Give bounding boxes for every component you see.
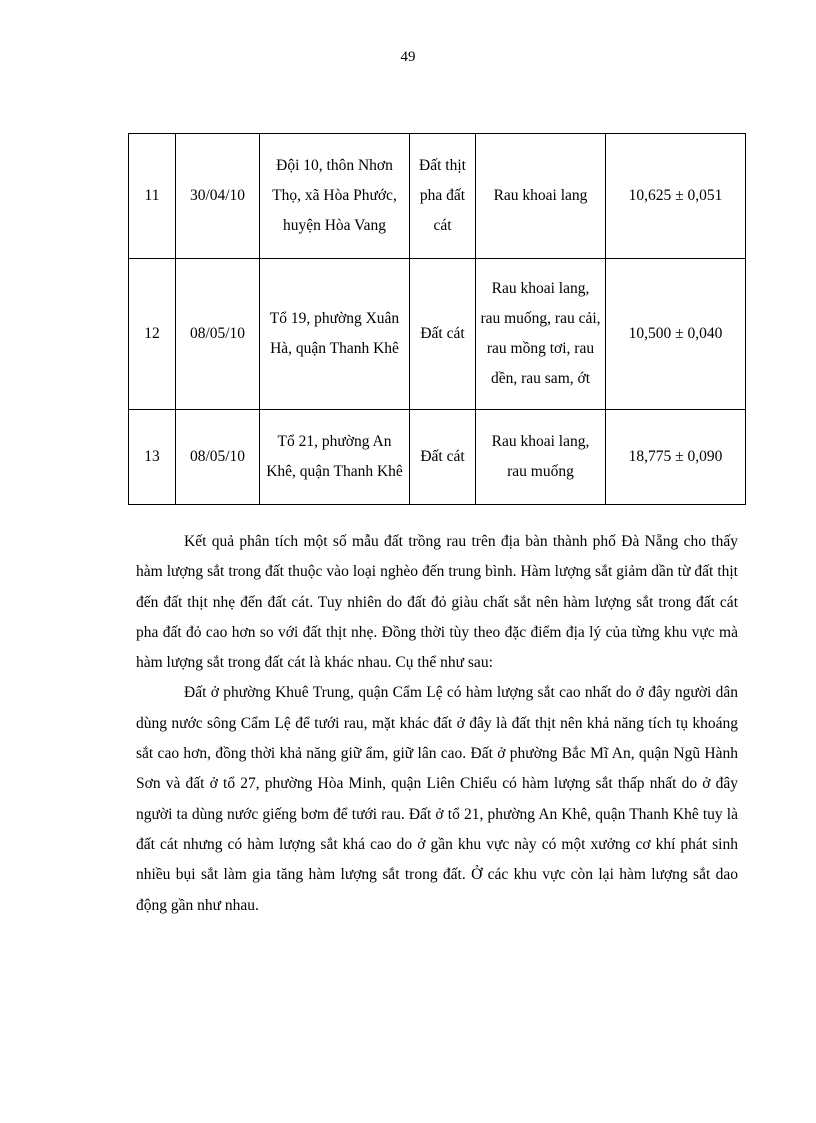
sample-number: 11 <box>129 134 176 259</box>
table-row <box>129 410 746 505</box>
soil-type: Đất cát <box>410 410 476 505</box>
vegetable-types: Rau khoai lang, rau muống <box>476 410 606 505</box>
soil-type: Đất cát <box>410 259 476 410</box>
sample-number: 12 <box>129 259 176 410</box>
sample-date: 08/05/10 <box>176 410 260 505</box>
soil-type: Đất thịt pha đất cát <box>410 134 476 259</box>
iron-content: 10,500 ± 0,040 <box>606 259 746 410</box>
vegetable-types: Rau khoai lang, rau muống, rau cải, rau mồng tơi, rau dền, rau sam, ớt <box>476 259 606 410</box>
sample-number: 13 <box>129 410 176 505</box>
body-text <box>136 527 738 921</box>
vegetable-types: Rau khoai lang <box>476 134 606 259</box>
paragraph: Đất ở phường Khuê Trung, quận Cẩm Lệ có hàm lượng sắt cao nhất do ở đây người dân dùng nước sông Cẩm Lệ để tưới rau, mặt khác đất ở đây là đất thịt nên khả năng tích tụ khoáng sắt cao hơn, đồng thời khả năng giữ ẩm, giữ lân cao. Đất ở phường Bắc Mĩ An, quận Ngũ Hành Sơn và đất ở tổ 27, phường Hòa Minh, quận Liên Chiểu có hàm lượng sắt thấp nhất do ở đây người ta dùng nước giếng bơm để tưới rau. Đất ở tổ 21, phường An Khê, quận Thanh Khê tuy là đất cát nhưng có hàm lượng sắt khá cao do ở gần khu vực này có một xưởng cơ khí phát sinh nhiều bụi sắt làm gia tăng hàm lượng sắt trong đất. Ở các khu vực còn lại hàm lượng sắt dao động gần như nhau. <box>136 684 738 914</box>
table-row <box>129 134 746 259</box>
sample-date: 08/05/10 <box>176 259 260 410</box>
sample-location: Tổ 21, phường An Khê, quận Thanh Khê <box>260 410 410 505</box>
sample-location: Tổ 19, phường Xuân Hà, quận Thanh Khê <box>260 259 410 410</box>
sample-date: 30/04/10 <box>176 134 260 259</box>
page-number: 49 <box>400 49 416 65</box>
sample-location: Đội 10, thôn Nhơn Thọ, xã Hòa Phước, huyện Hòa Vang <box>260 134 410 259</box>
soil-sample-table <box>128 133 746 505</box>
paragraph: Kết quả phân tích một số mẫu đất trồng rau trên địa bàn thành phố Đà Nẵng cho thấy hàm lượng sắt trong đất thuộc vào loại nghèo đến trung bình. Hàm lượng sắt giảm dần từ đất thịt đến đất thịt nhẹ đến đất cát. Tuy nhiên do đất đỏ giàu chất sắt nên hàm lượng sắt trong đất cát pha đất đỏ cao hơn so với đất thịt nhẹ. Đồng thời tùy theo đặc điểm địa lý của từng khu vực mà hàm lượng sắt trong đất cát là khác nhau. Cụ thể như sau: <box>136 533 738 672</box>
iron-content: 18,775 ± 0,090 <box>606 410 746 505</box>
iron-content: 10,625 ± 0,051 <box>606 134 746 259</box>
table-row <box>129 259 746 410</box>
